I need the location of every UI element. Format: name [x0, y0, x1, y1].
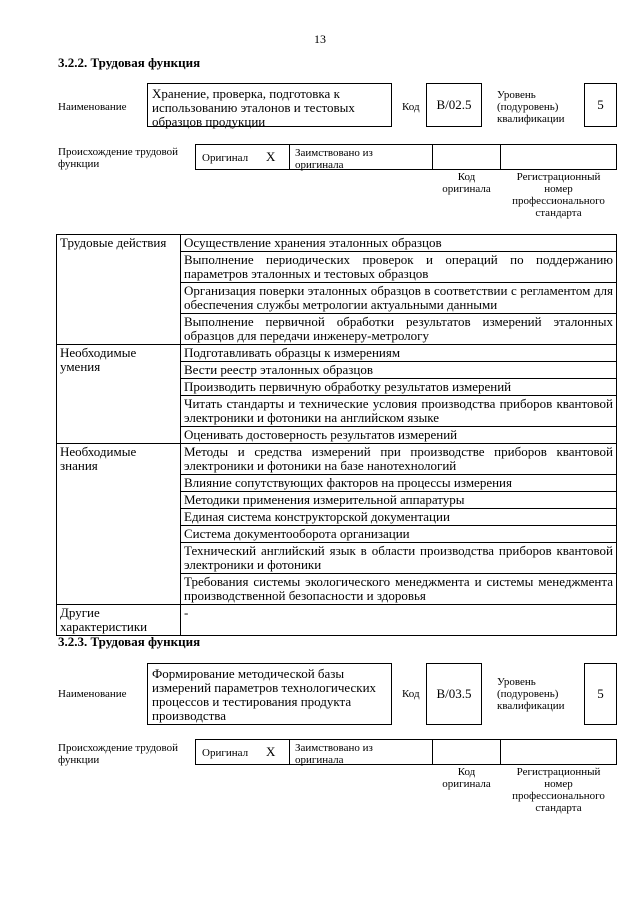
- section-heading: 3.2.3. Трудовая функция: [58, 634, 201, 649]
- code-label: Код: [402, 688, 420, 700]
- reg-number-caption: [500, 766, 617, 814]
- code-original-cell: [432, 144, 501, 170]
- page-number: 13: [314, 32, 326, 46]
- caption-line: Регистрационный: [516, 171, 601, 183]
- table-cell: Выполнение периодических проверок и операций по поддержанию параметров эталонных и тестовых образцов: [181, 252, 617, 283]
- origin-label-line: Происхождение трудовой: [58, 742, 179, 754]
- function-name-line: образцов продукции: [152, 114, 266, 129]
- table-cell: Вести реестр эталонных образцов: [181, 362, 617, 379]
- caption-line: оригинала: [442, 778, 491, 790]
- table-cell: -: [181, 605, 617, 636]
- level-value: 5: [597, 97, 604, 112]
- level-value-box: [584, 663, 617, 725]
- table-row: [57, 345, 617, 362]
- row-label: Трудовые действия: [57, 235, 181, 345]
- code-value: В/02.5: [436, 97, 472, 112]
- section-heading: 3.2.2. Трудовая функция: [58, 55, 201, 70]
- code-value: В/03.5: [436, 686, 472, 701]
- original-label: Оригинал: [202, 747, 249, 759]
- table-cell: Методы и средства измерений при производстве приборов квантовой электроники и фотоники на базе нанотехнологий: [181, 444, 617, 475]
- function-name-line: производства: [152, 708, 227, 723]
- borrowed-cell: [289, 144, 433, 170]
- table-cell: Организация поверки эталонных образцов в соответствии с регламентом для обеспечения службы метрологии актуальными данными: [181, 283, 617, 314]
- function-details-table: [56, 234, 617, 636]
- level-label-line: квалификации: [497, 700, 565, 712]
- level-label-line: квалификации: [497, 113, 565, 125]
- function-name-box: [147, 663, 392, 725]
- code-original-caption: [432, 171, 501, 195]
- row-label: Необходимые умения: [57, 345, 181, 444]
- function-name-line: использованию эталонов и тестовых: [152, 100, 355, 115]
- function-name-line: измерений параметров технологических: [152, 680, 377, 695]
- original-label: Оригинал: [202, 152, 249, 164]
- origin-label: [58, 146, 178, 170]
- level-label-line: (подуровень): [497, 688, 559, 700]
- original-mark: X: [266, 744, 276, 759]
- origin-label-line: Происхождение трудовой: [58, 146, 179, 158]
- table-cell: Оценивать достоверность результатов измерений: [181, 427, 617, 444]
- code-value-box: [426, 83, 482, 127]
- reg-number-cell: [500, 739, 617, 765]
- table-cell: Методики применения измерительной аппаратуры: [181, 492, 617, 509]
- table-cell: Требования системы экологического менеджмента и системы менеджмента производственной безопасности и здоровья: [181, 574, 617, 605]
- table-cell: Читать стандарты и технические условия производства приборов квантовой электроники и фотоники на английском языке: [181, 396, 617, 427]
- original-cell: [195, 739, 290, 765]
- original-mark: X: [266, 149, 276, 164]
- table-cell: Производить первичную обработку результатов измерений: [181, 379, 617, 396]
- caption-line: номер: [544, 183, 573, 195]
- caption-line: Код: [457, 171, 476, 183]
- borrowed-line: оригинала: [295, 159, 344, 171]
- table-row: [57, 444, 617, 475]
- reg-number-cell: [500, 144, 617, 170]
- table-cell: Влияние сопутствующих факторов на процессы измерения: [181, 475, 617, 492]
- code-value-box: [426, 663, 482, 725]
- function-name-box: [147, 83, 392, 127]
- table-cell: Выполнение первичной обработки результатов измерений эталонных образцов для передачи инженеру-метрологу: [181, 314, 617, 345]
- code-original-caption: [432, 766, 501, 790]
- table-cell: Подготавливать образцы к измерениям: [181, 345, 617, 362]
- borrowed-line: Заимствовано из: [295, 742, 373, 754]
- name-label: Наименование: [58, 688, 127, 700]
- caption-line: номер: [544, 778, 573, 790]
- row-label: Другие характеристики: [57, 605, 181, 636]
- function-name-line: процессов и тестирования продукта: [152, 694, 352, 709]
- table-row: [57, 605, 617, 636]
- table-row: [57, 235, 617, 252]
- table-cell: Система документооборота организации: [181, 526, 617, 543]
- level-value-box: [584, 83, 617, 127]
- caption-line: профессионального: [512, 195, 605, 207]
- origin-label: [58, 742, 178, 766]
- row-label: Необходимые знания: [57, 444, 181, 605]
- level-label: [497, 89, 564, 125]
- borrowed-cell: [289, 739, 433, 765]
- caption-line: Регистрационный: [516, 766, 601, 778]
- table-cell: Технический английский язык в области производства приборов квантовой электроники и фотоники: [181, 543, 617, 574]
- caption-line: стандарта: [535, 207, 582, 219]
- level-label-line: Уровень: [497, 676, 536, 688]
- table-cell: Осуществление хранения эталонных образцов: [181, 235, 617, 252]
- caption-line: стандарта: [535, 802, 582, 814]
- original-cell: [195, 144, 290, 170]
- level-label: [497, 676, 564, 712]
- code-original-cell: [432, 739, 501, 765]
- function-name-line: Хранение, проверка, подготовка к: [152, 86, 340, 101]
- level-value: 5: [597, 686, 604, 701]
- table-cell: Единая система конструкторской документации: [181, 509, 617, 526]
- caption-line: Код: [457, 766, 476, 778]
- level-label-line: (подуровень): [497, 101, 559, 113]
- name-label: Наименование: [58, 101, 127, 113]
- origin-label-line: функции: [58, 158, 100, 170]
- reg-number-caption: [500, 171, 617, 219]
- borrowed-line: оригинала: [295, 754, 344, 766]
- level-label-line: Уровень: [497, 89, 536, 101]
- borrowed-line: Заимствовано из: [295, 147, 373, 159]
- function-name-line: Формирование методической базы: [152, 666, 345, 681]
- origin-label-line: функции: [58, 754, 100, 766]
- code-label: Код: [402, 101, 420, 113]
- caption-line: профессионального: [512, 790, 605, 802]
- caption-line: оригинала: [442, 183, 491, 195]
